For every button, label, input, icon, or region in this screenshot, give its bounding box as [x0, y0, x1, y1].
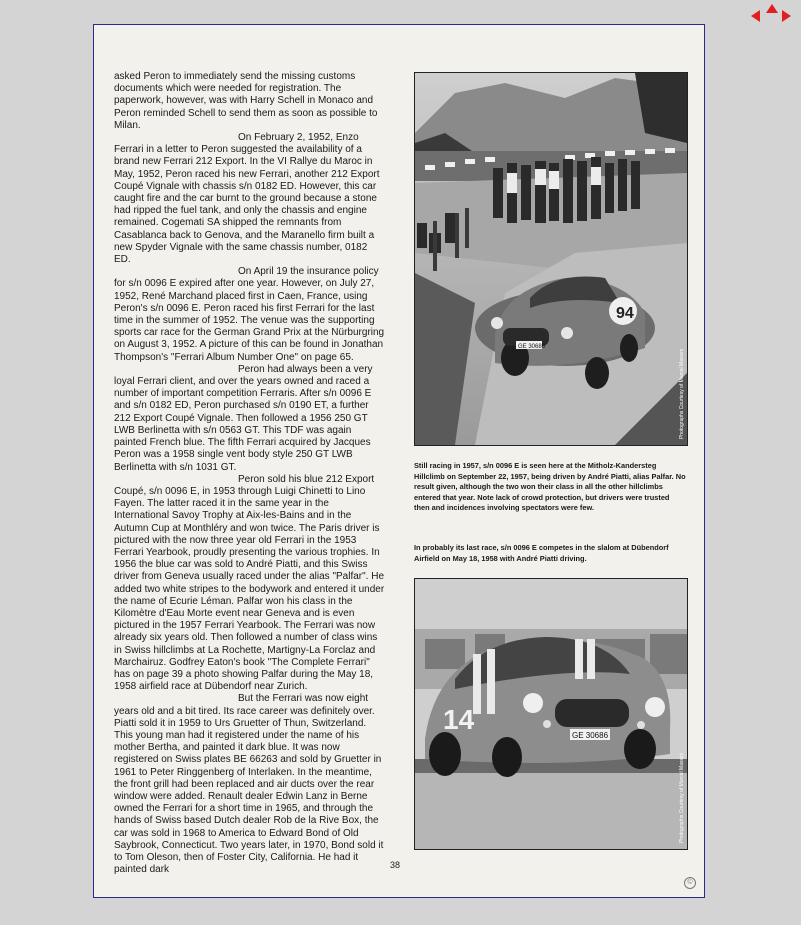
paragraph-2: On February 2, 1952, Enzo Ferrari in a letter to Peron suggested the availability of a brand new Ferrari 212 Export. In the VI Rallye du Maroc in May, 1952, Peron raced his new Ferrari, another 212 Export Coupé Vignale with chassis s/n 0182 ED. However, this car caught fire and the car burnt to the ground because a stone had ripped the fuel tank, and only the chassis and engine remained. Cogemati SA shipped the remnants from Casablanca back to Genova, and the Maranello firm built a new Spyder Vignale with the same chassis number, 0182 ED.	[114, 132, 380, 266]
car-number-94: 94	[616, 305, 634, 322]
license-plate-1: GE 30686	[518, 344, 546, 350]
article-text-column	[114, 71, 385, 876]
photo-caption-2: In probably its last race, s/n 0096 E competes in the slalom at Dübendorf Airfield on May 18, 1958 with André Piatti driving.	[414, 543, 669, 563]
license-plate-2: GE 30686	[572, 731, 609, 740]
next-page-icon[interactable]	[782, 10, 791, 22]
airfield-slalom-photo	[414, 578, 688, 850]
publisher-logo-icon: ©	[684, 877, 696, 889]
page-navigation	[751, 4, 791, 26]
paragraph-1: asked Peron to immediately send the missing customs documents which were needed for registration. The paperwork, however, was with Harry Schell in Monaco and Peron reminded Schell to send them as soon as possible to Milan.	[114, 71, 378, 131]
photo-credit-2: Photographs Courtesy of Marcel Massini	[679, 752, 685, 843]
page-number: 38	[390, 860, 401, 870]
hillclimb-photo	[414, 72, 688, 446]
photo-credit-1: Photographs Courtesy of Marcel Massini	[679, 348, 685, 439]
photo-caption-1: Still racing in 1957, s/n 0096 E is seen here at the Mitholz-Kandersteg Hillclimb on September 22, 1957, being driven by André Piatti, alias Palfar. No result given, although the two won their class in all the other hillclimbs entered that year. Note lack of crowd protection, but drivers were trusted then and incidences involving spectators were few.	[414, 461, 686, 512]
paragraph-3: On April 19 the insurance policy for s/n 0096 E expired after one year. However, on July 27, 1952, René Marchand placed first in Caen, France, using Peron's s/n 0096 E. Peron raced his first Ferrari for the last time in the summer of 1952. The venue was the supporting sports car race for the German Grand Prix at the Nürburgring on August 3, 1952. A picture of this can be found in Jonathan Thompson's "Ferrari Album Number One" on page 65.	[114, 266, 385, 363]
previous-page-icon[interactable]	[751, 10, 760, 22]
car-number-14: 14	[443, 704, 475, 735]
paragraph-6: But the Ferrari was now eight years old and a bit tired. Its race career was definitely over. Piatti sold it in 1959 to Urs Gruetter of Thun, Switzerland. This young man had it registered under the name of his mother Bertha, and painted it dark blue. It was now registered on Swiss plates BE 66263 and sold by Gruetter in 1961 to Peter Ringgenberg of Interlaken. In the meantime, the front grill had been replaced and air ducts over the rear window were added. Renault dealer Edwin Lanz in Berne owned the Ferrari for a short time in 1965, and through the hands of Swiss based Dutch dealer Rob de la Rive Box, the car was sold in 1968 to America to Edward Bond of Old Saybrook, Connecticut. Two years later, in 1970, Bond sold it to Tom Oleson, then of Foster City, California. He had it painted dark	[114, 693, 384, 876]
document-page	[93, 24, 705, 898]
paragraph-5: Peron sold his blue 212 Export Coupé, s/n 0096 E, in 1953 through Luigi Chinetti to Lino Fayen. The latter raced it in the same year in the International Savoy Trophy at Aix-les-Bains and in the Autumn Cup at Monthléry and won twice. The Paris driver is pictured with the now three year old Ferrari in the 1953 Ferrari Yearbook, proudly presenting the various trophies. In 1956 the blue car was sold to André Piatti, and this Swiss driver from Geneva usually raced under the alias "Palfar". He added two white stripes to the bodywork and entered it under the name of Ecurie Léman. Palfar won his class in the Kilomètre d'Eau Morte event near Geneva and is even pictured in the 1957 Ferrari Yearbook. The Ferrari was now already six years old. Then followed a number of class wins in Swiss hillclimbs at La Rochette, Martigny-La Forclaz and Marchairuz. Godfrey Eaton's book "The Complete Ferrari" has on page 39 a photo showing Palfar during the May 18, 1958 airfield race at Dübendorf near Zurich.	[114, 473, 385, 693]
up-page-icon[interactable]	[766, 4, 778, 13]
paragraph-4: Peron had always been a very loyal Ferrari client, and over the years owned and raced a number of important competition Ferraris. After s/n 0096 E and s/n 0182 ED, Peron purchased s/n 0190 ET, a further 212 Export Coupé Vignale. Then followed a 1956 250 GT LWB Berlinetta with s/n 0563 GT. This TDF was again painted French blue. The fifth Ferrari acquired by Jacques Peron was a 1958 single vent body style 250 GT LWB Berlinetta with s/n 1031 GT.	[114, 363, 373, 473]
